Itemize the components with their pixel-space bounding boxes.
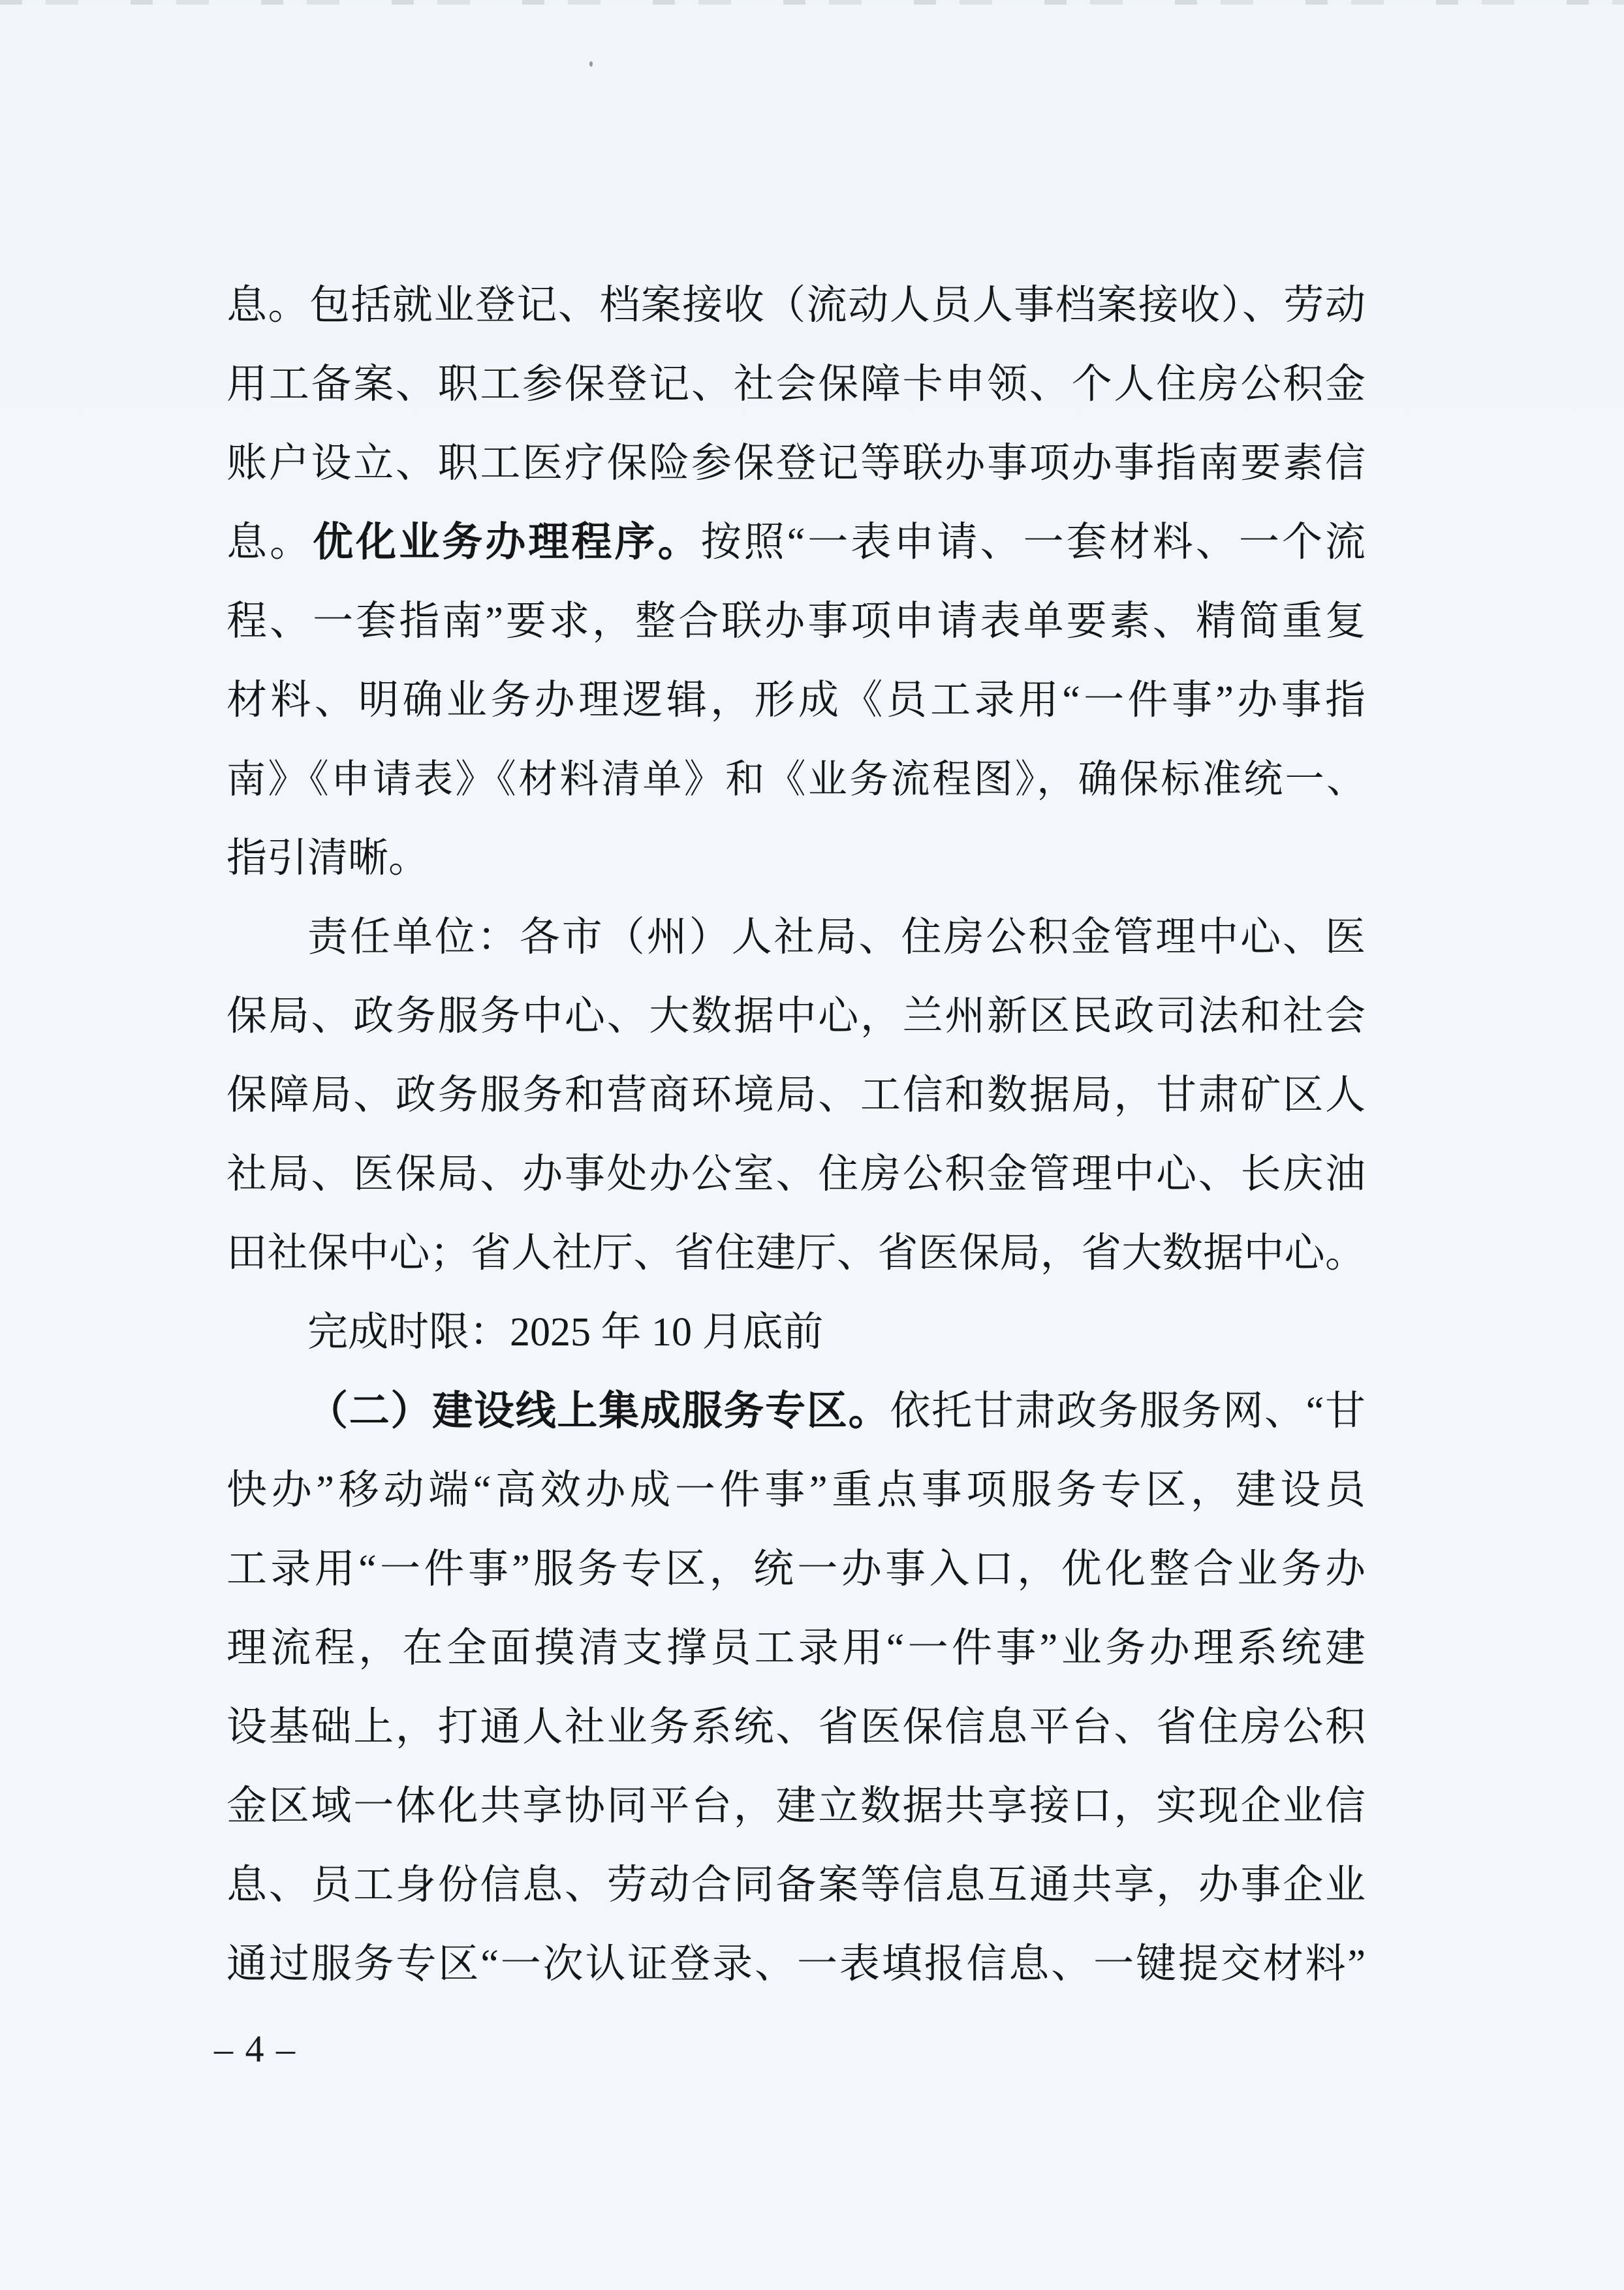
text-segment: 保障局、政务服务和营商环境局、工信和数据局，甘肃矿区人 bbox=[226, 1073, 1366, 1118]
text-line bbox=[226, 1530, 1366, 1609]
text-segment: 息。包括就业登记、档案接收（流动人员人事档案接收）、劳动 bbox=[226, 283, 1366, 328]
text-line bbox=[226, 1451, 1366, 1530]
text-line bbox=[226, 819, 1366, 898]
text-segment: 息、员工身份信息、劳动合同备案等信息互通共享，办事企业 bbox=[226, 1863, 1366, 1907]
text-line bbox=[226, 424, 1366, 503]
text-segment: 设基础上，打通人社业务系统、省医保信息平台、省住房公积 bbox=[226, 1705, 1366, 1749]
text-line bbox=[226, 345, 1366, 424]
text-line bbox=[226, 740, 1366, 819]
text-segment: 田社保中心；省人社厅、省住建厅、省医保局，省大数据中心。 bbox=[226, 1231, 1366, 1276]
document-body bbox=[226, 266, 1366, 2004]
text-line bbox=[226, 1688, 1366, 1767]
text-line bbox=[226, 1056, 1366, 1135]
text-segment: 理流程，在全面摸清支撑员工录用“一件事”业务办理系统建 bbox=[226, 1626, 1366, 1670]
text-segment: 保局、政务服务中心、大数据中心，兰州新区民政司法和社会 bbox=[226, 994, 1366, 1039]
text-segment: 工录用“一件事”服务专区，统一办事入口，优化整合业务办 bbox=[226, 1547, 1366, 1592]
scan-artifact-speck bbox=[589, 61, 593, 67]
text-segment: 南》《申请表》《材料清单》和《业务流程图》，确保标准统一、 bbox=[226, 758, 1366, 801]
text-line bbox=[226, 1925, 1366, 2004]
text-line bbox=[226, 266, 1366, 345]
text-line bbox=[226, 898, 1366, 977]
text-segment: 用工备案、职工参保登记、社会保障卡申领、个人住房公积金 bbox=[226, 362, 1366, 407]
text-line bbox=[226, 1372, 1366, 1451]
text-line bbox=[226, 1135, 1366, 1214]
text-line bbox=[226, 1609, 1366, 1688]
scan-artifact-top-edge bbox=[0, 0, 1624, 5]
text-line bbox=[226, 977, 1366, 1056]
text-line bbox=[226, 1767, 1366, 1846]
text-segment: 快办”移动端“高效办成一件事”重点事项服务专区，建设员 bbox=[226, 1468, 1366, 1513]
text-line bbox=[226, 1846, 1366, 1925]
text-segment: 通过服务专区“一次认证登录、一表填报信息、一键提交材料” bbox=[226, 1942, 1366, 1986]
text-segment: 依托甘肃政务服务网、“甘 bbox=[890, 1389, 1366, 1434]
text-segment: 完成时限：2025 年 10 月底前 bbox=[307, 1310, 824, 1355]
text-segment: 程、一套指南”要求，整合联办事项申请表单要素、精简重复 bbox=[226, 599, 1366, 644]
text-segment: 息。 bbox=[226, 520, 313, 565]
bold-text-segment: （二）建设线上集成服务专区。 bbox=[307, 1389, 890, 1434]
text-segment: 指引清晰。 bbox=[226, 836, 429, 881]
text-segment: 账户设立、职工医疗保险参保登记等联办事项办事指南要素信 bbox=[226, 441, 1366, 486]
text-line bbox=[226, 1293, 1366, 1372]
text-line bbox=[226, 503, 1366, 582]
text-segment: 按照“一表申请、一套材料、一个流 bbox=[700, 520, 1366, 565]
text-segment: 材料、明确业务办理逻辑，形成《员工录用“一件事”办事指 bbox=[226, 678, 1366, 723]
text-segment: 金区域一体化共享协同平台，建立数据共享接口，实现企业信 bbox=[226, 1784, 1366, 1828]
page-number: – 4 – bbox=[214, 2028, 296, 2070]
text-line bbox=[226, 1214, 1366, 1293]
text-segment: 社局、医保局、办事处办公室、住房公积金管理中心、长庆油 bbox=[226, 1152, 1366, 1197]
text-line bbox=[226, 661, 1366, 740]
bold-text-segment: 优化业务办理程序。 bbox=[313, 520, 701, 565]
text-line bbox=[226, 582, 1366, 661]
text-segment: 责任单位：各市（州）人社局、住房公积金管理中心、医 bbox=[307, 915, 1366, 960]
